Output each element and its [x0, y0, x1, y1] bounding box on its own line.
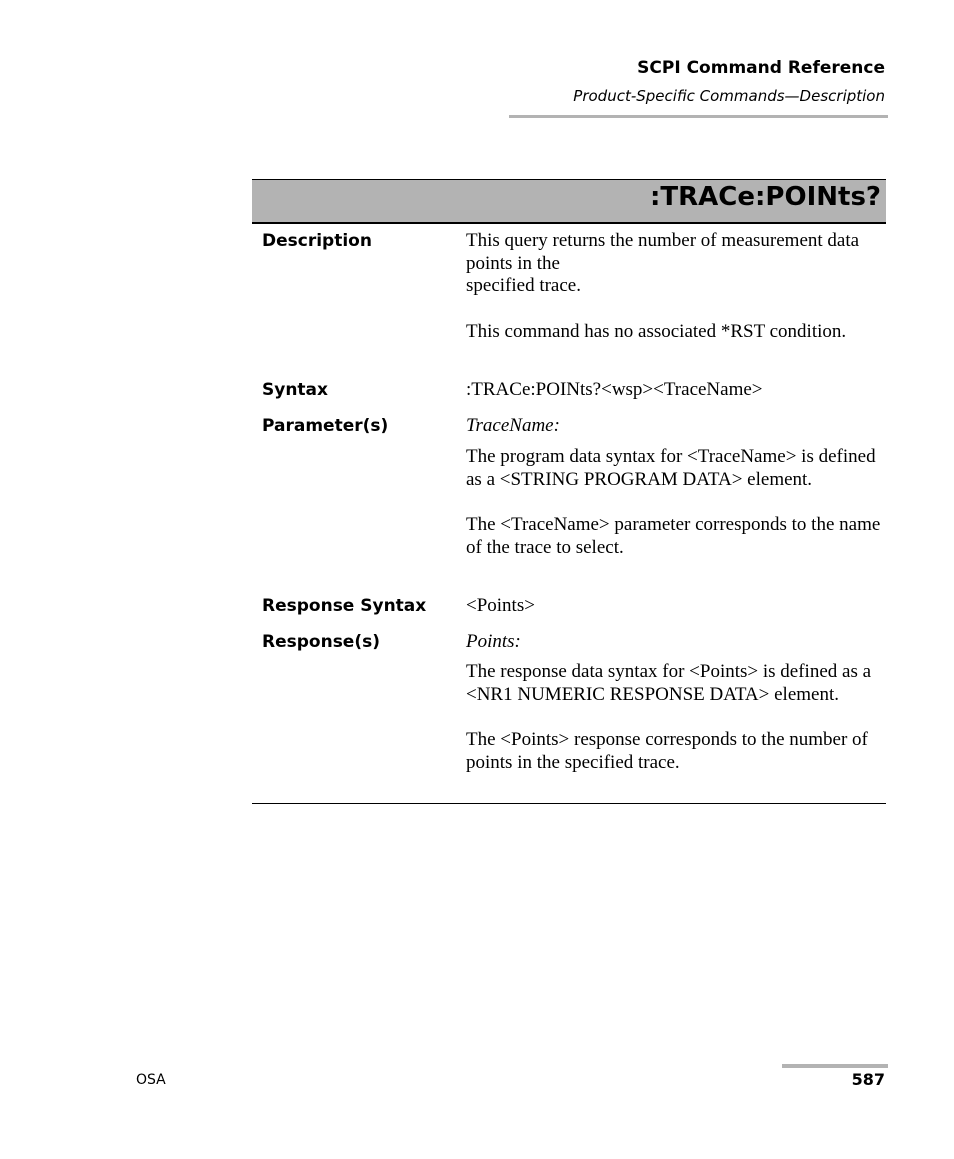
header-subtitle: Product-Specific Commands—Description: [573, 87, 885, 105]
parameter-name: TraceName:: [466, 415, 560, 436]
response-syntax-value: <Points>: [466, 595, 535, 616]
header-title: SCPI Command Reference: [637, 58, 885, 78]
description-line-2: specified trace.: [466, 275, 581, 297]
responses-para-2: The <Points> response corresponds to the number of points in the specified trace.: [466, 729, 868, 773]
parameters-label: Parameter(s): [262, 416, 389, 436]
parameters-value: [466, 446, 886, 560]
syntax-value: :TRACe:POINts?<wsp><TraceName>: [466, 379, 763, 400]
responses-value: [466, 661, 886, 775]
response-syntax-label: Response Syntax: [262, 596, 427, 616]
parameters-para-1: The program data syntax for <TraceName> is defined as a <STRING PROGRAM DATA> element.: [466, 446, 876, 490]
header-rule: [509, 115, 888, 118]
table-bottom-rule: [252, 803, 886, 804]
parameters-para-2: The <TraceName> parameter corresponds to the name of the trace to select.: [466, 514, 881, 558]
footer-rule: [782, 1064, 888, 1068]
responses-para-1: The response data syntax for <Points> is defined as a <NR1 NUMERIC RESPONSE DATA> element.: [466, 661, 872, 705]
page-number: 587: [851, 1070, 885, 1089]
description-label: Description: [262, 231, 372, 251]
command-title: :TRACe:POINts?: [650, 182, 881, 212]
description-value: [466, 230, 886, 344]
description-line-3: This command has no associated *RST condition.: [466, 320, 847, 342]
command-title-bar: [252, 179, 886, 224]
description-line-1: This query returns the number of measurement data points in the: [466, 230, 860, 274]
footer-product: OSA: [136, 1072, 166, 1088]
response-name: Points:: [466, 631, 521, 652]
syntax-label: Syntax: [262, 380, 328, 400]
responses-label: Response(s): [262, 632, 380, 652]
